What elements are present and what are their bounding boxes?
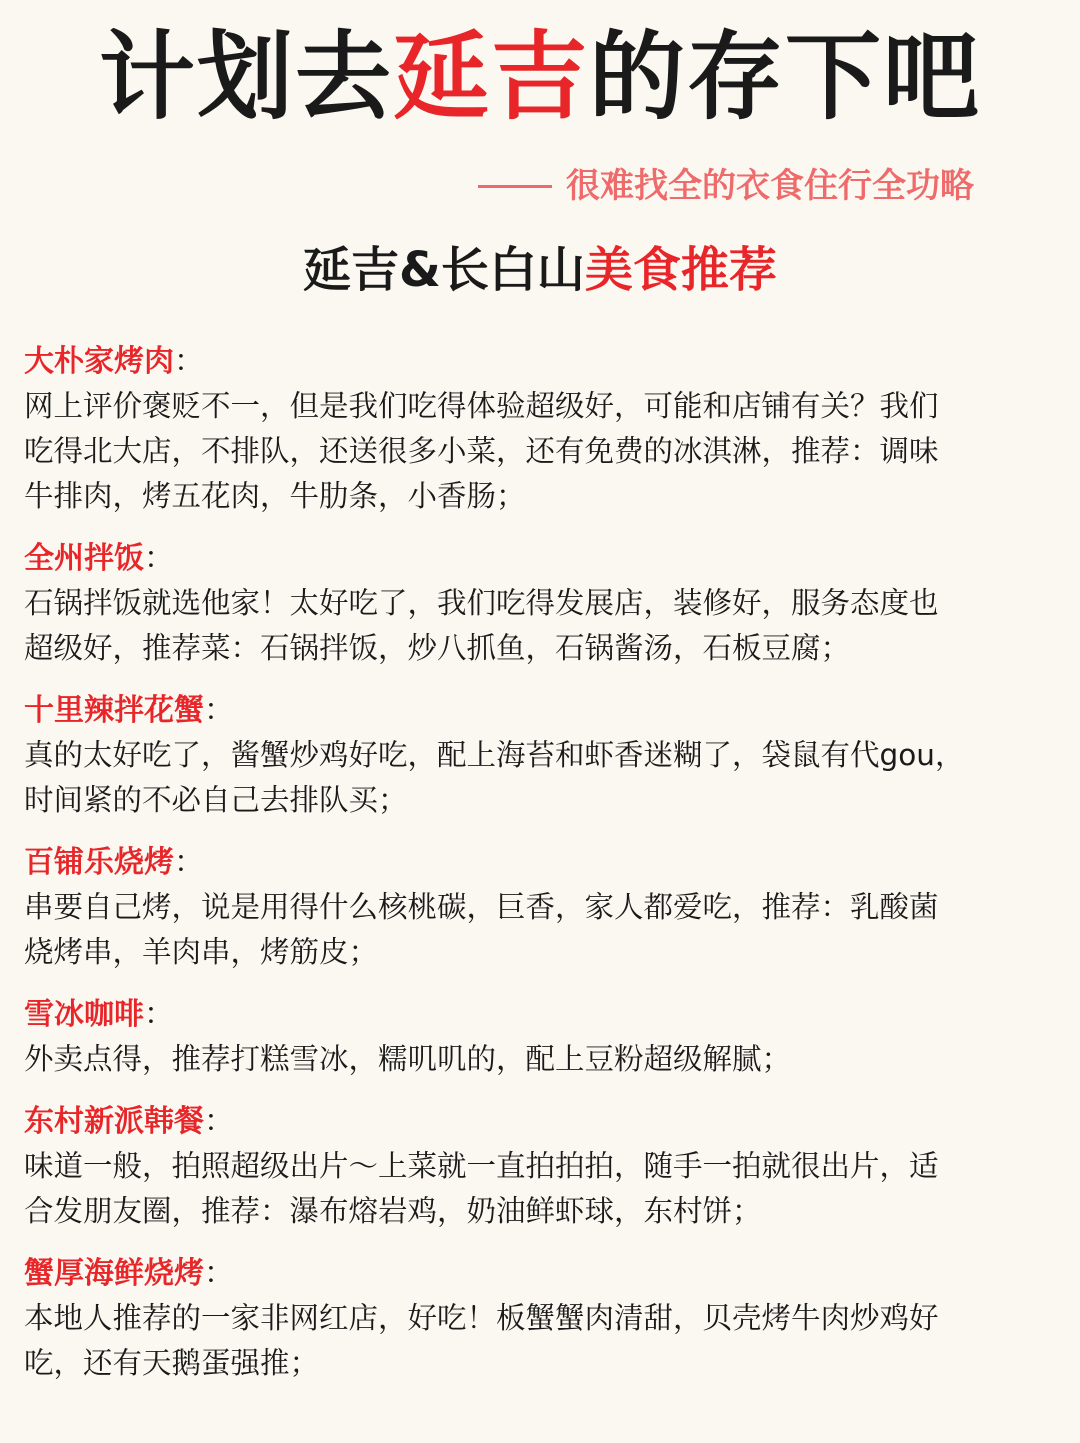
restaurant-item: [24, 537, 1060, 671]
restaurant-name: [24, 537, 1060, 581]
restaurant-description: [24, 384, 1060, 519]
heading-part1: 延吉&长白山: [303, 242, 585, 298]
description-line: 烧烤串，羊肉串，烤筋皮；: [24, 935, 379, 969]
restaurant-name-text: 十里辣拌花蟹: [24, 693, 204, 728]
colon: ：: [204, 1104, 234, 1139]
section-heading: [0, 238, 1080, 302]
restaurant-description: [24, 1144, 1060, 1234]
description-line: 串要自己烤，说是用得什么核桃碳，巨香，家人都爱吃，推荐：乳酸菌: [24, 890, 939, 924]
restaurant-item: [24, 1100, 1060, 1234]
restaurant-description: [24, 733, 1060, 823]
description-line: 超级好，推荐菜：石锅拌饭，炒八抓鱼，石锅酱汤，石板豆腐；: [24, 631, 851, 665]
title-accent: 延吉: [393, 21, 589, 133]
description-line: 本地人推荐的一家非网红店，好吃！板蟹蟹肉清甜，贝壳烤牛肉炒鸡好: [24, 1301, 939, 1335]
description-line: 合发朋友圈，推荐：瀑布熔岩鸡，奶油鲜虾球，东村饼；: [24, 1194, 762, 1228]
description-line: 网上评价褒贬不一，但是我们吃得体验超级好，可能和店铺有关？我们: [24, 389, 939, 423]
description-line: 石锅拌饭就选他家！太好吃了，我们吃得发展店，装修好，服务态度也: [24, 586, 939, 620]
restaurant-name: [24, 340, 1060, 384]
restaurant-name-text: 雪冰咖啡: [24, 997, 144, 1032]
title-part1: 计划去: [99, 21, 393, 133]
restaurant-description: [24, 1296, 1060, 1386]
restaurant-name: [24, 1252, 1060, 1296]
restaurant-name: [24, 993, 1060, 1037]
restaurant-name-text: 全州拌饭: [24, 541, 144, 576]
restaurant-name-text: 蟹厚海鲜烧烤: [24, 1256, 204, 1291]
colon: ：: [144, 997, 174, 1032]
restaurant-description: [24, 1037, 1060, 1082]
colon: ：: [174, 845, 204, 880]
restaurant-item: [24, 841, 1060, 975]
description-line: 时间紧的不必自己去排队买；: [24, 783, 408, 817]
restaurant-item: [24, 689, 1060, 823]
restaurant-name: [24, 841, 1060, 885]
colon: ：: [204, 1256, 234, 1291]
description-line: 吃得北大店，不排队，还送很多小菜，还有免费的冰淇淋，推荐：调味: [24, 434, 939, 468]
colon: ：: [174, 344, 204, 379]
restaurant-name-text: 东村新派韩餐: [24, 1104, 204, 1139]
restaurant-name-text: 大朴家烤肉: [24, 344, 174, 379]
title-part2: 的存下吧: [589, 21, 981, 133]
heading-accent: 美食推荐: [584, 242, 777, 298]
subtitle: [478, 162, 974, 210]
description-line: 外卖点得，推荐打糕雪冰，糯叽叽的，配上豆粉超级解腻；: [24, 1042, 792, 1076]
colon: ：: [204, 693, 234, 728]
description-line: 真的太好吃了，酱蟹炒鸡好吃，配上海苔和虾香迷糊了，袋鼠有代gou，: [24, 738, 965, 772]
restaurant-item: [24, 340, 1060, 519]
description-line: 牛排肉，烤五花肉，牛肋条，小香肠；: [24, 479, 526, 513]
restaurant-item: [24, 1252, 1060, 1386]
subtitle-text: 很难找全的衣食住行全功略: [566, 166, 974, 206]
colon: ：: [144, 541, 174, 576]
restaurant-name-text: 百铺乐烧烤: [24, 845, 174, 880]
restaurant-item: [24, 993, 1060, 1082]
page-title: [0, 22, 1080, 132]
description-line: 味道一般，拍照超级出片～上菜就一直拍拍拍，随手一拍就很出片，适: [24, 1149, 939, 1183]
restaurant-description: [24, 581, 1060, 671]
restaurant-list: [24, 340, 1060, 1404]
restaurant-name: [24, 689, 1060, 733]
subtitle-dash: [478, 185, 552, 188]
description-line: 吃，还有天鹅蛋强推；: [24, 1346, 320, 1380]
restaurant-description: [24, 885, 1060, 975]
restaurant-name: [24, 1100, 1060, 1144]
